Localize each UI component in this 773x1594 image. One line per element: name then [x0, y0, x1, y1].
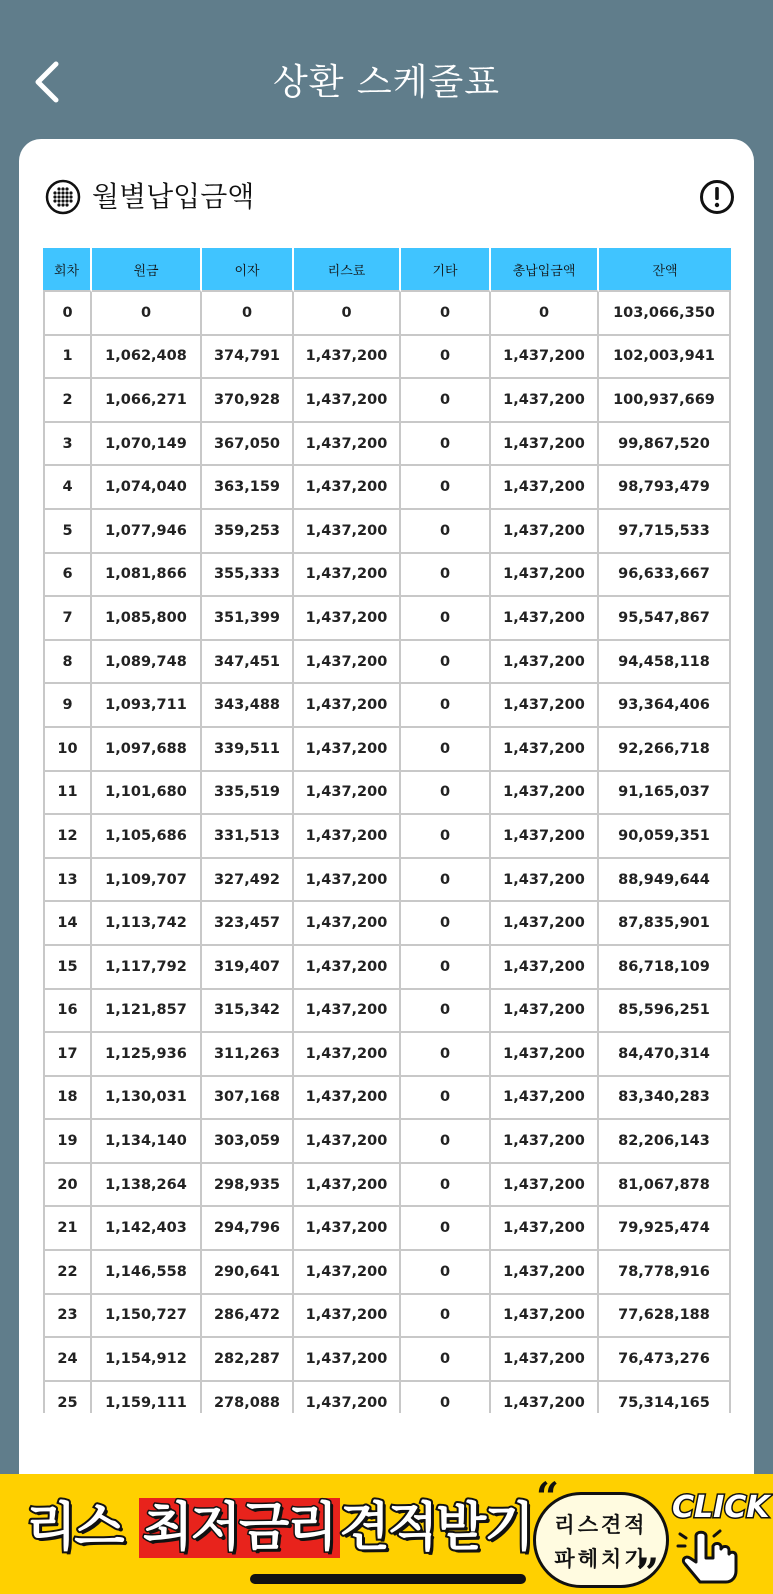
table-cell: 94,458,118 [599, 641, 731, 685]
table-cell: 0 [401, 1033, 491, 1077]
table-cell: 83,340,283 [599, 1077, 731, 1121]
card-title: 월별납입금액 [92, 180, 255, 213]
table-cell: 331,513 [202, 815, 294, 859]
quote-line-1: 리스견적 [554, 1513, 648, 1537]
pointing-hand-icon [676, 1528, 746, 1590]
table-cell: 25 [43, 1382, 92, 1413]
table-cell: 311,263 [202, 1033, 294, 1077]
table-cell: 0 [43, 292, 92, 336]
table-cell: 1,437,200 [491, 772, 599, 816]
table-cell: 24 [43, 1338, 92, 1382]
table-cell: 17 [43, 1033, 92, 1077]
table-cell: 1,437,200 [491, 336, 599, 380]
table-cell: 103,066,350 [599, 292, 731, 336]
table-cell: 1,437,200 [294, 1164, 401, 1208]
table-cell: 0 [401, 1251, 491, 1295]
table-cell: 1,437,200 [294, 946, 401, 990]
table-cell: 86,718,109 [599, 946, 731, 990]
table-cell: 363,159 [202, 466, 294, 510]
schedule-table [43, 248, 731, 1413]
table-cell: 13 [43, 859, 92, 903]
table-cell: 81,067,878 [599, 1164, 731, 1208]
table-cell: 1,437,200 [294, 1382, 401, 1413]
table-cell: 1,437,200 [491, 510, 599, 554]
table-cell: 1,154,912 [92, 1338, 202, 1382]
table-row [43, 1164, 731, 1208]
table-cell: 1,146,558 [92, 1251, 202, 1295]
table-cell: 0 [401, 641, 491, 685]
table-cell: 0 [401, 684, 491, 728]
table-cell: 0 [92, 292, 202, 336]
table-cell: 351,399 [202, 597, 294, 641]
column-header: 총납입금액 [491, 248, 599, 292]
table-cell: 0 [202, 292, 294, 336]
table-cell: 1,437,200 [491, 1295, 599, 1339]
table-cell: 0 [401, 1077, 491, 1121]
table-cell: 1,437,200 [491, 1033, 599, 1077]
table-cell: 79,925,474 [599, 1207, 731, 1251]
table-row [43, 597, 731, 641]
table-row [43, 815, 731, 859]
table-cell: 315,342 [202, 990, 294, 1034]
column-header: 리스료 [294, 248, 401, 292]
table-cell: 1,101,680 [92, 772, 202, 816]
table-cell: 1,437,200 [294, 1120, 401, 1164]
table-cell: 0 [401, 728, 491, 772]
table-cell: 339,511 [202, 728, 294, 772]
table-cell: 0 [401, 1382, 491, 1413]
table-cell: 1,142,403 [92, 1207, 202, 1251]
table-cell: 1,437,200 [294, 990, 401, 1034]
table-cell: 7 [43, 597, 92, 641]
table-cell: 1,437,200 [491, 1077, 599, 1121]
table-cell: 1,437,200 [294, 597, 401, 641]
table-cell: 18 [43, 1077, 92, 1121]
table-cell: 1 [43, 336, 92, 380]
table-cell: 3 [43, 423, 92, 467]
table-row [43, 423, 731, 467]
table-cell: 1,437,200 [491, 597, 599, 641]
table-cell: 1,159,111 [92, 1382, 202, 1413]
table-cell: 1,130,031 [92, 1077, 202, 1121]
table-cell: 347,451 [202, 641, 294, 685]
card-header [45, 177, 735, 217]
table-cell: 1,089,748 [92, 641, 202, 685]
table-cell: 5 [43, 510, 92, 554]
table-row [43, 859, 731, 903]
table-cell: 75,314,165 [599, 1382, 731, 1413]
table-row [43, 946, 731, 990]
alert-circle-icon[interactable] [699, 179, 735, 215]
table-cell: 90,059,351 [599, 815, 731, 859]
table-row [43, 990, 731, 1034]
table-cell: 1,109,707 [92, 859, 202, 903]
table-cell: 1,093,711 [92, 684, 202, 728]
table-cell: 15 [43, 946, 92, 990]
table-cell: 96,633,667 [599, 554, 731, 598]
table-cell: 0 [294, 292, 401, 336]
table-cell: 1,437,200 [294, 1077, 401, 1121]
table-cell: 0 [401, 597, 491, 641]
table-row [43, 1295, 731, 1339]
table-cell: 93,364,406 [599, 684, 731, 728]
open-quote-mark: “ [536, 1474, 560, 1521]
table-cell: 0 [401, 772, 491, 816]
table-row [43, 336, 731, 380]
table-cell: 1,437,200 [294, 859, 401, 903]
home-indicator [250, 1574, 526, 1584]
table-cell: 19 [43, 1120, 92, 1164]
table-cell: 1,437,200 [491, 859, 599, 903]
table-cell: 100,937,669 [599, 379, 731, 423]
table-cell: 0 [401, 423, 491, 467]
table-row [43, 510, 731, 554]
table-cell: 1,150,727 [92, 1295, 202, 1339]
table-cell: 84,470,314 [599, 1033, 731, 1077]
table-cell: 1,437,200 [294, 1033, 401, 1077]
table-cell: 14 [43, 902, 92, 946]
table-cell: 0 [401, 902, 491, 946]
table-row [43, 772, 731, 816]
table-cell: 1,113,742 [92, 902, 202, 946]
table-cell: 1,105,686 [92, 815, 202, 859]
table-cell: 0 [401, 1120, 491, 1164]
table-row [43, 1077, 731, 1121]
table-cell: 6 [43, 554, 92, 598]
table-cell: 0 [401, 554, 491, 598]
table-row [43, 1033, 731, 1077]
table-cell: 307,168 [202, 1077, 294, 1121]
table-cell: 0 [401, 379, 491, 423]
column-header: 잔액 [599, 248, 731, 292]
table-cell: 0 [401, 336, 491, 380]
table-cell: 0 [401, 1207, 491, 1251]
table-cell: 1,437,200 [294, 815, 401, 859]
table-cell: 1,437,200 [491, 1382, 599, 1413]
table-row [43, 379, 731, 423]
table-cell: 1,125,936 [92, 1033, 202, 1077]
table-cell: 355,333 [202, 554, 294, 598]
table-cell: 0 [401, 815, 491, 859]
table-row [43, 1120, 731, 1164]
table-row [43, 641, 731, 685]
table-cell: 1,437,200 [294, 728, 401, 772]
table-row [43, 292, 731, 336]
close-quote-mark: ” [636, 1550, 660, 1594]
table-cell: 327,492 [202, 859, 294, 903]
column-header: 기타 [401, 248, 491, 292]
table-cell: 374,791 [202, 336, 294, 380]
table-cell: 1,437,200 [294, 554, 401, 598]
table-cell: 1,062,408 [92, 336, 202, 380]
table-row [43, 466, 731, 510]
column-header: 회차 [43, 248, 92, 292]
table-cell: 99,867,520 [599, 423, 731, 467]
table-cell: 0 [401, 510, 491, 554]
table-cell: 21 [43, 1207, 92, 1251]
table-row [43, 1207, 731, 1251]
table-cell: 1,066,271 [92, 379, 202, 423]
table-cell: 1,437,200 [294, 379, 401, 423]
table-cell: 1,437,200 [491, 554, 599, 598]
table-cell: 1,085,800 [92, 597, 202, 641]
table-cell: 1,437,200 [294, 641, 401, 685]
table-cell: 0 [401, 990, 491, 1034]
table-cell: 1,138,264 [92, 1164, 202, 1208]
table-cell: 1,097,688 [92, 728, 202, 772]
table-cell: 1,437,200 [294, 684, 401, 728]
table-cell: 11 [43, 772, 92, 816]
table-cell: 1,437,200 [491, 423, 599, 467]
table-cell: 87,835,901 [599, 902, 731, 946]
table-cell: 0 [401, 1164, 491, 1208]
table-cell: 343,488 [202, 684, 294, 728]
table-cell: 1,437,200 [294, 510, 401, 554]
table-cell: 0 [401, 292, 491, 336]
table-cell: 359,253 [202, 510, 294, 554]
table-cell: 0 [401, 466, 491, 510]
table-cell: 23 [43, 1295, 92, 1339]
table-cell: 1,437,200 [491, 1164, 599, 1208]
banner-text-get-quote: 견적받기 [339, 1498, 533, 1558]
table-cell: 1,437,200 [294, 1295, 401, 1339]
table-cell: 16 [43, 990, 92, 1034]
banner-text-lowest-rate: 최저금리 [139, 1498, 340, 1558]
table-cell: 92,266,718 [599, 728, 731, 772]
table-cell: 1,437,200 [294, 336, 401, 380]
quote-line-2: 파헤치기 [554, 1547, 648, 1571]
table-cell: 78,778,916 [599, 1251, 731, 1295]
table-header-row [43, 248, 731, 292]
table-cell: 1,437,200 [491, 946, 599, 990]
table-row [43, 1382, 731, 1413]
table-cell: 282,287 [202, 1338, 294, 1382]
table-cell: 85,596,251 [599, 990, 731, 1034]
table-cell: 0 [401, 1338, 491, 1382]
table-cell: 294,796 [202, 1207, 294, 1251]
table-cell: 1,121,857 [92, 990, 202, 1034]
table-cell: 1,437,200 [491, 1207, 599, 1251]
grid-dots-icon [45, 179, 81, 215]
table-cell: 1,437,200 [294, 423, 401, 467]
banner-headline [26, 1488, 532, 1568]
table-cell: 0 [401, 946, 491, 990]
table-cell: 290,641 [202, 1251, 294, 1295]
table-cell: 22 [43, 1251, 92, 1295]
table-body [43, 292, 731, 1413]
table-cell: 1,070,149 [92, 423, 202, 467]
schedule-table-container[interactable] [43, 248, 731, 1413]
table-cell: 1,074,040 [92, 466, 202, 510]
banner-text-lease: 리스 [26, 1498, 139, 1558]
table-cell: 278,088 [202, 1382, 294, 1413]
table-cell: 91,165,037 [599, 772, 731, 816]
page-title: 상환 스케줄표 [272, 62, 501, 103]
table-row [43, 728, 731, 772]
table-cell: 0 [401, 859, 491, 903]
table-cell: 319,407 [202, 946, 294, 990]
table-cell: 1,437,200 [294, 1338, 401, 1382]
table-row [43, 554, 731, 598]
table-cell: 1,437,200 [294, 1251, 401, 1295]
table-row [43, 902, 731, 946]
table-cell: 1,437,200 [294, 1207, 401, 1251]
table-cell: 1,437,200 [491, 684, 599, 728]
table-cell: 76,473,276 [599, 1338, 731, 1382]
table-cell: 1,437,200 [491, 902, 599, 946]
table-cell: 102,003,941 [599, 336, 731, 380]
table-cell: 323,457 [202, 902, 294, 946]
table-row [43, 1251, 731, 1295]
click-label: CLICK [672, 1490, 770, 1525]
table-cell: 1,437,200 [491, 728, 599, 772]
table-cell: 4 [43, 466, 92, 510]
table-cell: 1,134,140 [92, 1120, 202, 1164]
table-cell: 1,437,200 [491, 1120, 599, 1164]
table-cell: 2 [43, 379, 92, 423]
table-row [43, 684, 731, 728]
table-cell: 98,793,479 [599, 466, 731, 510]
schedule-card [19, 139, 754, 1594]
app-header [0, 0, 773, 140]
column-header: 원금 [92, 248, 202, 292]
table-cell: 82,206,143 [599, 1120, 731, 1164]
table-cell: 1,437,200 [491, 379, 599, 423]
table-cell: 88,949,644 [599, 859, 731, 903]
table-cell: 1,437,200 [491, 990, 599, 1034]
table-cell: 0 [491, 292, 599, 336]
table-cell: 1,437,200 [491, 1251, 599, 1295]
table-cell: 1,081,866 [92, 554, 202, 598]
column-header: 이자 [202, 248, 294, 292]
table-cell: 1,437,200 [294, 772, 401, 816]
table-cell: 286,472 [202, 1295, 294, 1339]
table-cell: 97,715,533 [599, 510, 731, 554]
table-cell: 8 [43, 641, 92, 685]
table-cell: 0 [401, 1295, 491, 1339]
table-cell: 1,437,200 [491, 815, 599, 859]
table-cell: 1,437,200 [491, 466, 599, 510]
table-cell: 335,519 [202, 772, 294, 816]
table-cell: 1,077,946 [92, 510, 202, 554]
table-cell: 370,928 [202, 379, 294, 423]
table-cell: 12 [43, 815, 92, 859]
table-cell: 20 [43, 1164, 92, 1208]
table-cell: 298,935 [202, 1164, 294, 1208]
table-cell: 77,628,188 [599, 1295, 731, 1339]
table-cell: 1,437,200 [294, 902, 401, 946]
table-cell: 1,117,792 [92, 946, 202, 990]
table-cell: 1,437,200 [491, 1338, 599, 1382]
table-cell: 9 [43, 684, 92, 728]
table-cell: 1,437,200 [294, 466, 401, 510]
table-cell: 10 [43, 728, 92, 772]
table-cell: 95,547,867 [599, 597, 731, 641]
table-row [43, 1338, 731, 1382]
table-cell: 1,437,200 [491, 641, 599, 685]
table-cell: 367,050 [202, 423, 294, 467]
table-cell: 303,059 [202, 1120, 294, 1164]
